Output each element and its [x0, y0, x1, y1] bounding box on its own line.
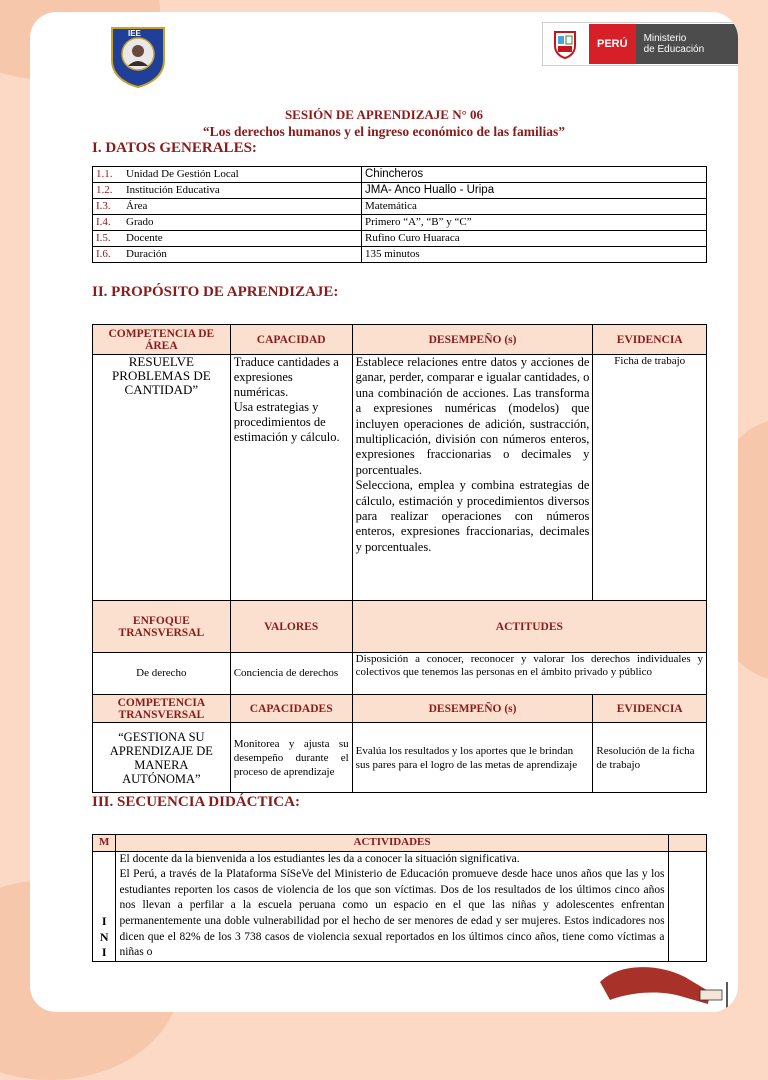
competencia-cell: RESUELVE PROBLEMAS DE CANTIDAD” — [93, 355, 231, 601]
school-logo — [108, 24, 168, 88]
datos-row — [93, 167, 707, 183]
desempeno-cell — [352, 355, 593, 601]
datos-row-number: I.3. — [93, 199, 124, 215]
ministry-label — [636, 24, 738, 64]
datos-row — [93, 231, 707, 247]
datos-row-number: 1.2. — [93, 183, 124, 199]
session-subtitle: “Los derechos humanos y el ingreso económico de las familias” — [202, 124, 566, 139]
datos-row-label: Institución Educativa — [123, 183, 362, 199]
capacidad-2: Usa estrategias y procedimientos de estimación y cálculo. — [233, 400, 340, 444]
header-enfoque: ENFOQUE TRANSVERSAL — [93, 601, 231, 653]
actitudes-cell: Disposición a conocer, reconocer y valorar los derechos individuales y colectivos que tenemos las personas en el ámbito privado y público — [352, 653, 706, 695]
desempeno-t-cell: Evalúa los resultados y los aportes que le brindan sus pares para el logro de las metas de aprendizaje — [352, 723, 593, 793]
header-evidencia-2: EVIDENCIA — [593, 695, 707, 723]
proposito-table — [92, 324, 707, 793]
header-blank — [668, 835, 706, 852]
section-datos-heading: I. DATOS GENERALES: — [92, 140, 257, 156]
comp-trans-cell: “GESTIONA SU APRENDIZAJE DE MANERA AUTÓNOMA” — [93, 723, 231, 793]
document-page — [30, 12, 738, 1012]
header-actividades: ACTIVIDADES — [116, 835, 668, 852]
header-valores: VALORES — [230, 601, 352, 653]
capacidad-cell — [230, 355, 352, 601]
header-capacidades: CAPACIDADES — [230, 695, 352, 723]
header-competencia: COMPETENCIA DE ÁREA — [93, 325, 231, 355]
datos-row-value: JMA- Anco Huallo - Uripa — [362, 183, 707, 199]
datos-row-value: Rufino Curo Huaraca — [362, 231, 707, 247]
section-proposito-heading: II. PROPÓSITO DE APRENDIZAJE: — [92, 284, 339, 300]
datos-row — [93, 199, 707, 215]
datos-row-label: Unidad De Gestión Local — [123, 167, 362, 183]
moment-cell — [93, 851, 116, 961]
secuencia-table — [92, 834, 707, 962]
datos-row-label: Duración — [123, 247, 362, 263]
section-secuencia-heading: III. SECUENCIA DIDÁCTICA: — [92, 794, 300, 810]
datos-generales-table — [92, 166, 707, 263]
datos-row — [93, 183, 707, 199]
header-comp-trans: COMPETENCIA TRANSVERSAL — [93, 695, 231, 723]
datos-row-number: 1.1. — [93, 167, 124, 183]
ministry-line1: Ministerio — [643, 33, 687, 44]
actividades-p2: El Perú, a través de la Plataforma SíSeVe del Ministerio de Educación promueve desde hace unos años que las y los estudiantes reporten los casos de violencia de los que son víctimas. Dos de los resultados de los últimos cinco años nos llevan a perfilar a la escuela peruana como un espacio en el que las niñas y adolescentes enfrentan permanentemente una doble vulnerabilidad por el hecho de ser menores de edad y ser mujeres. Estos indicadores nos dicen que el 82% de los 3 738 casos de violencia sexual reportados en los últimos cinco años, tiene como víctimas a niñas o — [119, 868, 665, 959]
peru-label: PERÚ — [589, 24, 636, 64]
ministry-line2: de Educación — [643, 44, 705, 55]
header-desempeno-2: DESEMPEÑO (s) — [352, 695, 593, 723]
actividades-cell — [116, 851, 668, 961]
header-actitudes: ACTITUDES — [352, 601, 706, 653]
datos-row-value: Primero “A”, “B” y “C” — [362, 215, 707, 231]
valores-cell: Conciencia de derechos — [230, 653, 352, 695]
datos-row-label: Área — [123, 199, 362, 215]
school-logo-text: IEE — [128, 29, 141, 38]
evidencia-cell: Ficha de trabajo — [593, 355, 707, 601]
datos-row-number: I.6. — [93, 247, 124, 263]
datos-row-number: I.5. — [93, 231, 124, 247]
moment-label: I N I — [99, 913, 109, 960]
evidencia-t-cell: Resolución de la ficha de trabajo — [593, 723, 707, 793]
datos-row-number: I.4. — [93, 215, 124, 231]
enfoque-cell: De derecho — [93, 653, 231, 695]
datos-row-value: Matemática — [362, 199, 707, 215]
header-m: M — [93, 835, 116, 852]
desempeno-1: Establece relaciones entre datos y acciones de ganar, perder, comparar e igualar cantidades, o una combinación de acciones. Las transforma a expresiones numéricas (modelos) que incluyen operaciones de adición, sustracción, multiplicación, división con números enteros, expresiones fraccionarias o decimales y porcentuales. — [355, 355, 590, 477]
actividades-p1: El docente da la bienvenida a los estudiantes les da a conocer la situación significativa. — [119, 852, 520, 865]
datos-row-value: 135 minutos — [362, 247, 707, 263]
capacidades-cell: Monitorea y ajusta su desempeño durante el proceso de aprendizaje — [230, 723, 352, 793]
header-evidencia: EVIDENCIA — [593, 325, 707, 355]
capacidad-1: Traduce cantidades a expresiones numéricas. — [233, 355, 339, 399]
datos-row — [93, 215, 707, 231]
datos-row-label: Grado — [123, 215, 362, 231]
header-desempeno: DESEMPEÑO (s) — [352, 325, 593, 355]
peru-shield-icon — [549, 28, 581, 60]
extra-cell — [668, 851, 706, 961]
ministry-logo — [542, 22, 738, 66]
datos-row-label: Docente — [123, 231, 362, 247]
decor-illustration — [590, 952, 730, 1012]
datos-row-value: Chincheros — [362, 167, 707, 183]
datos-row — [93, 247, 707, 263]
session-title: SESIÓN DE APRENDIZAJE N° 06 — [284, 107, 484, 122]
header-capacidad: CAPACIDAD — [230, 325, 352, 355]
desempeno-2: Selecciona, emplea y combina estrategias de cálculo, estimación y procedimientos diversos para realizar operaciones con números enteros, expresiones fraccionarias, decimales y porcentuales. — [355, 478, 590, 554]
